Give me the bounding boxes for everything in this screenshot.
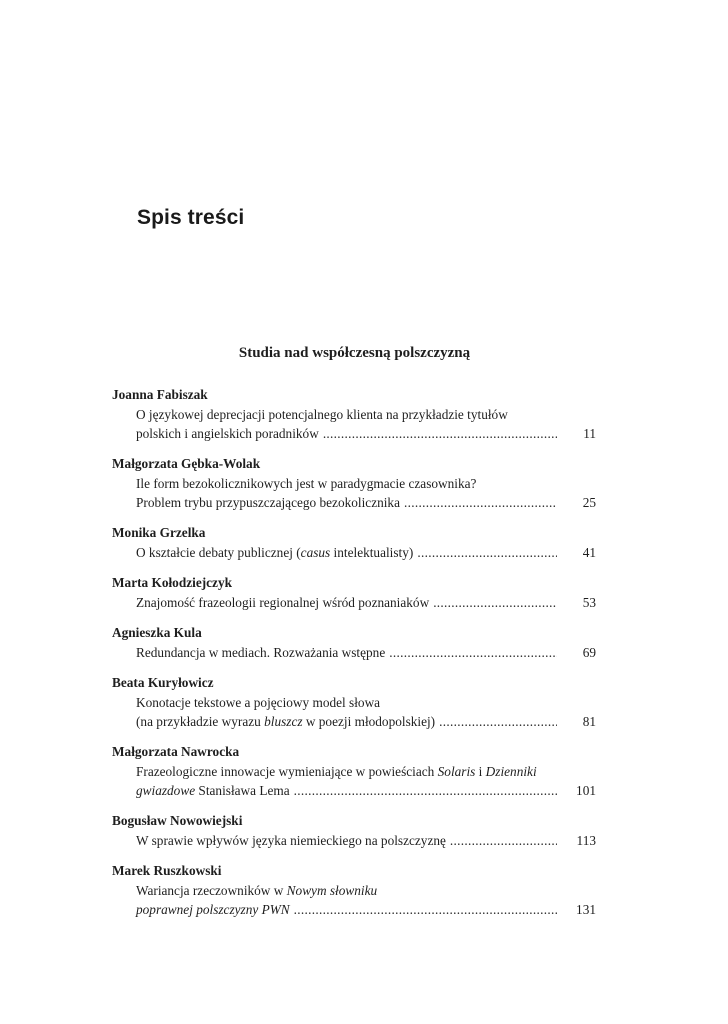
entry-title-line: Konotacje tekstowe a pojęciowy model słowa bbox=[136, 695, 381, 710]
dot-leader bbox=[450, 831, 557, 850]
entry-title-text: gwiazdowe Stanisława Lema bbox=[136, 783, 290, 798]
entry-title-line bbox=[112, 593, 597, 612]
toc-entry bbox=[112, 454, 597, 512]
toc-entry bbox=[112, 742, 597, 800]
entry-title-line bbox=[112, 712, 597, 731]
entry-title-text: O kształcie debaty publicznej (casus intelektualisty) bbox=[136, 545, 414, 560]
author-name: Monika Grzelka bbox=[112, 525, 206, 540]
toc-entry bbox=[112, 523, 597, 562]
entry-title-text: Problem trybu przypuszczającego bezokolicznika bbox=[136, 495, 400, 510]
author-name: Joanna Fabiszak bbox=[112, 387, 208, 402]
author-name: Marta Kołodziejczyk bbox=[112, 575, 233, 590]
page-number: 53 bbox=[582, 595, 596, 610]
entry-title-text: polskich i angielskich poradników bbox=[136, 426, 319, 441]
author-name: Agnieszka Kula bbox=[112, 625, 202, 640]
page-number: 131 bbox=[576, 902, 596, 917]
entry-title-text: Redundancja w mediach. Rozważania wstępne bbox=[136, 645, 386, 660]
page-number: 101 bbox=[576, 783, 596, 798]
entry-title-line bbox=[112, 493, 597, 512]
toc-entry bbox=[112, 385, 597, 443]
toc-entry bbox=[112, 811, 597, 850]
dot-leader bbox=[439, 712, 557, 731]
author-name: Beata Kuryłowicz bbox=[112, 675, 214, 690]
page-title: Spis treści bbox=[137, 206, 245, 229]
author-name: Małgorzata Gębka-Wolak bbox=[112, 456, 261, 471]
entry-title-text: (na przykładzie wyrazu bluszcz w poezji młodopolskiej) bbox=[136, 714, 436, 729]
section-heading: Studia nad współczesną polszczyzną bbox=[238, 345, 471, 361]
entry-title-line: Ile form bezokolicznikowych jest w paradygmacie czasownika? bbox=[136, 476, 477, 491]
dot-leader bbox=[404, 493, 557, 512]
toc-entry bbox=[112, 573, 597, 612]
entry-title-line bbox=[112, 424, 597, 443]
page-number: 69 bbox=[582, 645, 596, 660]
entry-title-text: poprawnej polszczyzny PWN bbox=[136, 902, 290, 917]
entry-title-line: Wariancja rzeczowników w Nowym słowniku bbox=[136, 883, 378, 898]
author-name: Bogusław Nowowiejski bbox=[112, 813, 243, 828]
dot-leader bbox=[417, 543, 557, 562]
page-number: 113 bbox=[576, 833, 596, 848]
entry-title-line: O językowej deprecjacji potencjalnego klienta na przykładzie tytułów bbox=[136, 407, 508, 422]
dot-leader bbox=[294, 900, 557, 919]
entry-title-line bbox=[112, 543, 597, 562]
entry-title-line: Frazeologiczne innowacje wymieniające w powieściach Solaris i Dzienniki bbox=[136, 764, 537, 779]
author-name: Małgorzata Nawrocka bbox=[112, 744, 240, 759]
entry-title-line bbox=[112, 900, 597, 919]
toc-entry bbox=[112, 673, 597, 731]
entry-title-line bbox=[112, 643, 597, 662]
entry-title-line bbox=[112, 781, 597, 800]
author-name: Marek Ruszkowski bbox=[112, 863, 222, 878]
dot-leader bbox=[433, 593, 557, 612]
page-number: 11 bbox=[583, 426, 596, 441]
dot-leader bbox=[323, 424, 557, 443]
entry-title-text: Znajomość frazeologii regionalnej wśród poznaniaków bbox=[136, 595, 430, 610]
dot-leader bbox=[389, 643, 557, 662]
page-number: 41 bbox=[582, 545, 596, 560]
toc-entry bbox=[112, 623, 597, 662]
table-of-contents bbox=[112, 385, 597, 930]
page-number: 81 bbox=[582, 714, 596, 729]
entry-title-text: W sprawie wpływów języka niemieckiego na polszczyznę bbox=[136, 833, 446, 848]
toc-entry bbox=[112, 861, 597, 919]
entry-title-line bbox=[112, 831, 597, 850]
page-number: 25 bbox=[582, 495, 596, 510]
dot-leader bbox=[294, 781, 557, 800]
